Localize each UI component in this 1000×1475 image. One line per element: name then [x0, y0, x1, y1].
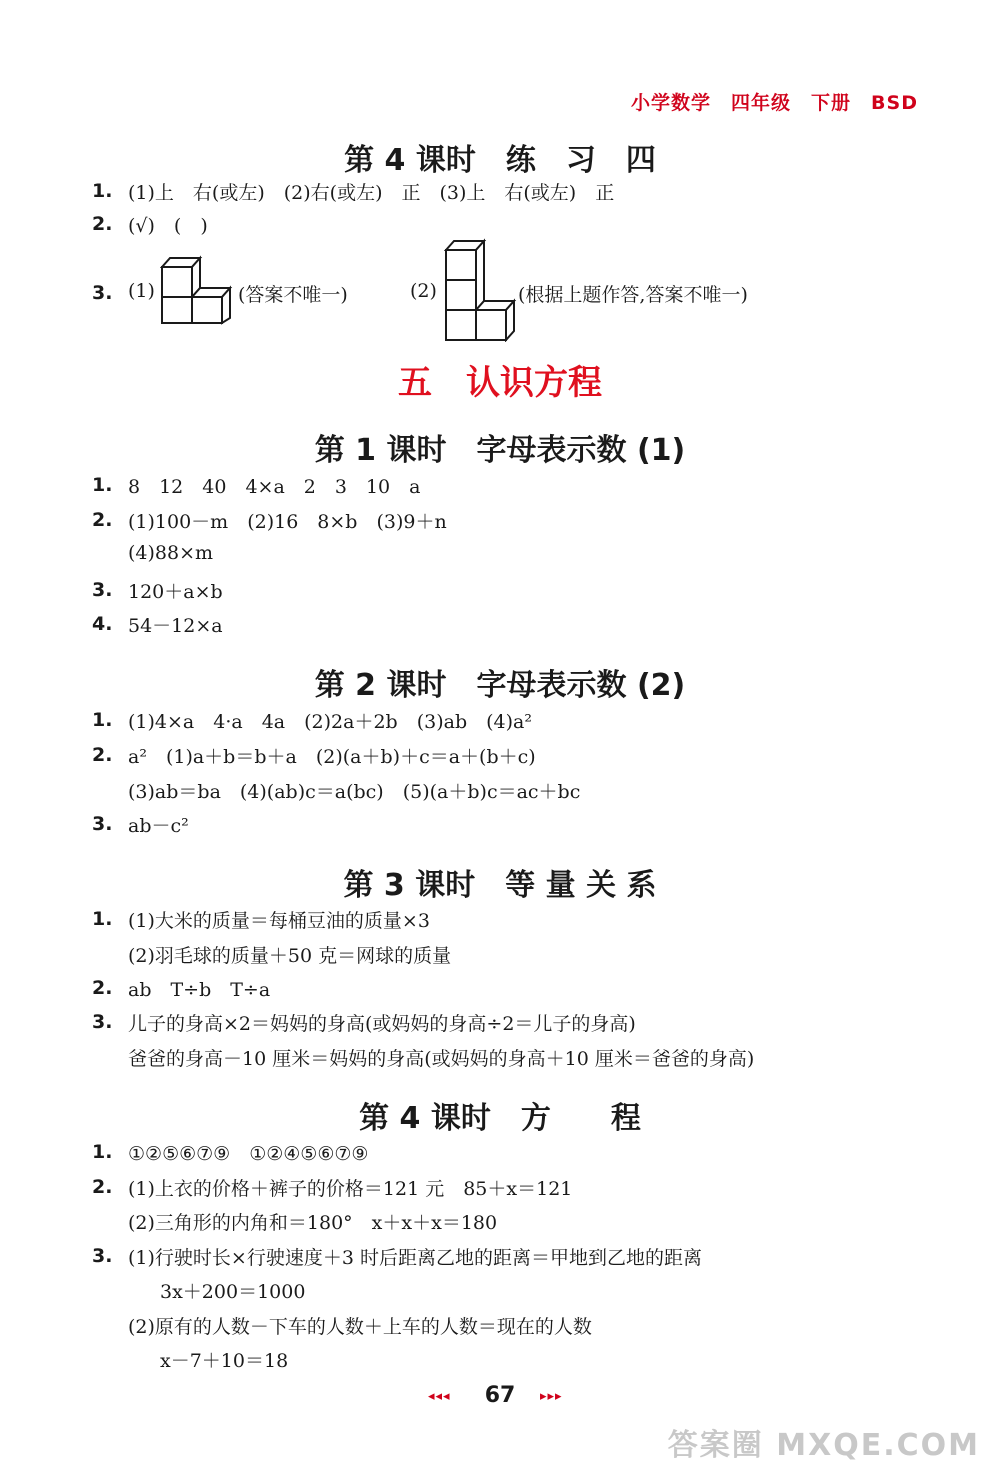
item-number: 1. — [92, 1141, 113, 1163]
section-title-letters-2: 第 2 课时 字母表示数 (2) — [314, 668, 686, 703]
answer-line: (2)三角形的内角和＝180° x＋x＋x＝180 — [128, 1212, 498, 1234]
answer-line: 3x＋200＝1000 — [160, 1281, 306, 1303]
item-number: 1. — [92, 180, 113, 202]
item-number: 2. — [92, 213, 113, 235]
page-number: 67 — [484, 1383, 516, 1408]
answer-line: (1)上衣的价格＋裤子的价格＝121 元 85＋x＝121 — [128, 1178, 573, 1200]
answer-line: (2)羽毛球的质量＋50 克＝网球的质量 — [128, 945, 452, 967]
item-number: 3. — [92, 282, 113, 304]
answer-line: (1)上 右(或左) (2)右(或左) 正 (3)上 右(或左) 正 — [128, 182, 615, 204]
answer-line: ab T÷b T÷a — [128, 979, 271, 1001]
section-title-letters-1: 第 1 课时 字母表示数 (1) — [314, 433, 686, 468]
item-number: 3. — [92, 1245, 113, 1267]
unit-title: 五 认识方程 — [398, 363, 602, 403]
item-number: 3. — [92, 813, 113, 835]
answer-note: (答案不唯一) — [238, 284, 348, 306]
right-arrows-icon: ▸▸▸ — [540, 1389, 563, 1404]
answer-line: ab－c² — [128, 815, 189, 837]
item-number: 1. — [92, 709, 113, 731]
answer-line: (√) ( ) — [128, 215, 208, 237]
section-title-lesson4-practice: 第 4 课时 练 习 四 — [344, 143, 656, 178]
answer-line: 120＋a×b — [128, 581, 223, 603]
item-number: 2. — [92, 977, 113, 999]
answer-line: 儿子的身高×2＝妈妈的身高(或妈妈的身高÷2＝儿子的身高) — [128, 1013, 636, 1035]
answer-line: a² (1)a＋b＝b＋a (2)(a＋b)＋c＝a＋(b＋c) — [128, 746, 536, 768]
cube-stack-drawing-2 — [444, 238, 520, 342]
answer-line: (1)100－m (2)16 8×b (3)9＋n — [128, 511, 447, 533]
answer-line: 8 12 40 4×a 2 3 10 a — [128, 476, 421, 498]
section-title-equation: 第 4 课时 方 程 — [359, 1101, 641, 1136]
answer-line: (2)原有的人数－下车的人数＋上车的人数＝现在的人数 — [128, 1316, 592, 1338]
answer-line: (4)88×m — [128, 542, 214, 564]
item-number: 1. — [92, 908, 113, 930]
answer-line: (3)ab＝ba (4)(ab)c＝a(bc) (5)(a＋b)c＝ac＋bc — [128, 781, 581, 803]
left-arrows-icon: ◂◂◂ — [428, 1389, 451, 1404]
item-number: 1. — [92, 474, 113, 496]
answer-line: ①②⑤⑥⑦⑨ ①②④⑤⑥⑦⑨ — [128, 1143, 369, 1165]
item-number: 3. — [92, 579, 113, 601]
watermark-logo: 答案圈 MXQE.COM — [667, 1428, 980, 1463]
cube-stack-drawing-1 — [160, 255, 236, 325]
book-header: 小学数学 四年级 下册 BSD — [631, 92, 918, 114]
item-number: 4. — [92, 613, 113, 635]
answer-line: (1)4×a 4·a 4a (2)2a＋2b (3)ab (4)a² — [128, 711, 532, 733]
item-number: 2. — [92, 509, 113, 531]
answer-line: (1)大米的质量＝每桶豆油的质量×3 — [128, 910, 430, 932]
item-number: 2. — [92, 744, 113, 766]
answer-line: (1)行驶时长×行驶速度＋3 时后距离乙地的距离＝甲地到乙地的距离 — [128, 1247, 702, 1269]
section-title-equal-relation: 第 3 课时 等 量 关 系 — [343, 868, 657, 903]
item-number: 3. — [92, 1011, 113, 1033]
answer-note: (根据上题作答,答案不唯一) — [518, 284, 748, 306]
answer-line: 爸爸的身高－10 厘米＝妈妈的身高(或妈妈的身高＋10 厘米＝爸爸的身高) — [128, 1048, 755, 1070]
answer-part-label: (1) — [128, 280, 155, 302]
answer-line: 54－12×a — [128, 615, 223, 637]
answer-line: x－7＋10＝18 — [160, 1350, 289, 1372]
item-number: 2. — [92, 1176, 113, 1198]
answer-part-label: (2) — [410, 280, 437, 302]
